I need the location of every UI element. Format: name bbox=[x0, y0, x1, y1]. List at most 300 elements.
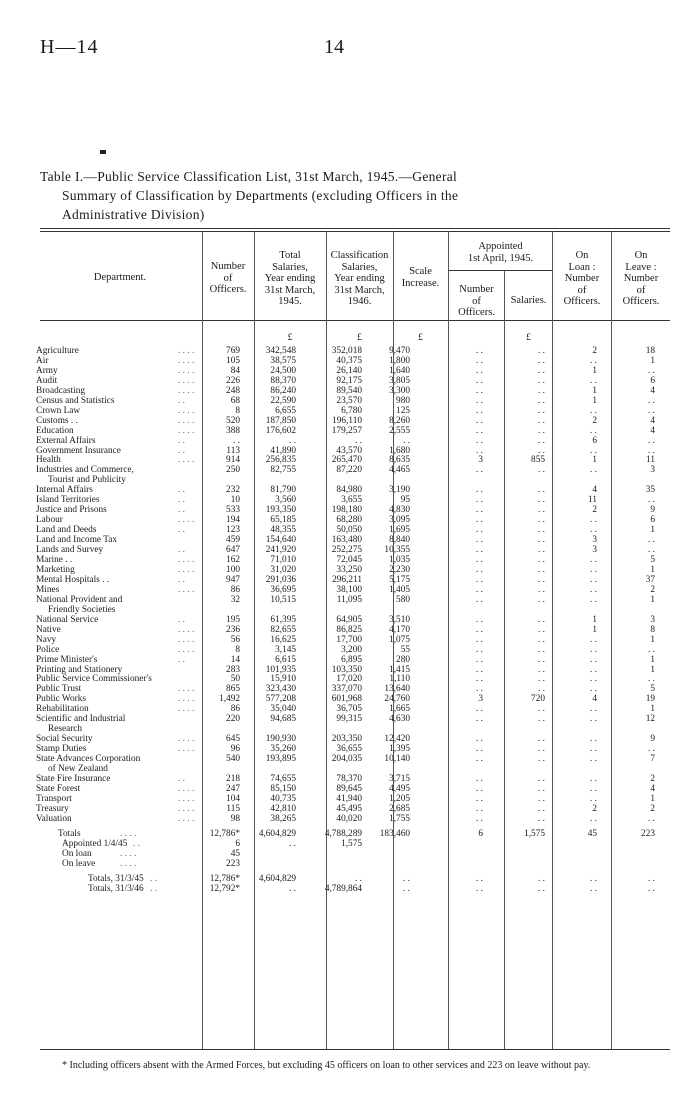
officers-cell: 247 bbox=[226, 783, 240, 794]
row-label: Appointed 1/4/45 bbox=[62, 838, 128, 849]
appointed-salaries-cell: . . bbox=[538, 754, 545, 765]
appointed-salaries-cell: . . bbox=[538, 644, 545, 655]
row-leader-dots: . . . . bbox=[178, 783, 195, 794]
appointed-number-cell: . . bbox=[476, 395, 483, 406]
total-salaries-cell: 22,590 bbox=[270, 395, 296, 406]
classification-salaries-cell: 36,655 bbox=[336, 744, 362, 755]
appointed-number-cell: . . bbox=[476, 365, 483, 376]
on-loan-cell: . . bbox=[590, 564, 597, 575]
total-salaries-cell: 71,010 bbox=[270, 555, 296, 566]
on-loan-cell: 6 bbox=[592, 435, 597, 446]
appointed-salaries-cell: . . bbox=[538, 594, 545, 605]
appointed-salaries-cell: . . bbox=[538, 564, 545, 575]
total-salaries-cell: . . bbox=[289, 435, 296, 446]
officers-cell: 12,792* bbox=[209, 883, 240, 894]
on-leave-cell: 1 bbox=[650, 564, 655, 575]
on-loan-cell: 2 bbox=[592, 346, 597, 356]
scale-increase-cell: 8,260 bbox=[389, 415, 410, 426]
row-leader-dots: . . . . bbox=[178, 744, 195, 755]
on-loan-cell: . . bbox=[590, 744, 597, 755]
classification-salaries-cell: 72,045 bbox=[336, 555, 362, 566]
on-leave-cell: 3 bbox=[650, 614, 655, 625]
appointed-number-cell: . . bbox=[476, 674, 483, 685]
on-loan-cell: 11 bbox=[588, 495, 597, 506]
row-leader-dots: . . bbox=[178, 773, 185, 784]
on-leave-cell: 2 bbox=[650, 803, 655, 814]
on-leave-cell: . . bbox=[648, 744, 655, 755]
appointed-salaries-cell: 1,575 bbox=[524, 828, 545, 839]
header-bottom-rule bbox=[40, 320, 670, 321]
appointed-number-cell: . . bbox=[476, 495, 483, 506]
on-leave-cell: 11 bbox=[646, 455, 655, 466]
on-loan-cell: . . bbox=[590, 594, 597, 605]
on-leave-cell: 6 bbox=[650, 375, 655, 386]
scale-increase-cell: 8,840 bbox=[389, 535, 410, 546]
on-leave-cell: . . bbox=[648, 813, 655, 824]
appointed-salaries-cell: 855 bbox=[531, 455, 545, 466]
officers-cell: 647 bbox=[226, 545, 240, 556]
classification-salaries-cell: 38,100 bbox=[336, 584, 362, 595]
unit-appointed-salaries: £ bbox=[526, 333, 531, 343]
row-leader-dots: . . . . bbox=[178, 644, 195, 655]
appointed-number-cell: . . bbox=[476, 465, 483, 476]
officers-cell: 220 bbox=[226, 714, 240, 725]
appointed-salaries-cell: . . bbox=[538, 405, 545, 416]
table-top-rule bbox=[40, 228, 670, 229]
on-leave-cell: . . bbox=[648, 873, 655, 884]
officers-cell: 162 bbox=[226, 555, 240, 566]
appointed-salaries-cell: . . bbox=[538, 873, 545, 884]
on-leave-cell: . . bbox=[648, 395, 655, 406]
row-leader-dots: . . . . bbox=[178, 385, 195, 396]
table-bottom-rule bbox=[40, 1049, 670, 1050]
row-leader-dots: . . bbox=[178, 545, 185, 556]
officers-cell: 50 bbox=[230, 674, 240, 685]
classification-salaries-cell: 40,375 bbox=[336, 355, 362, 366]
row-label: Industries and Commerce, bbox=[36, 465, 134, 476]
on-leave-cell: 1 bbox=[650, 793, 655, 804]
appointed-salaries-cell: . . bbox=[538, 714, 545, 725]
on-loan-cell: 2 bbox=[592, 415, 597, 426]
row-label: National Service bbox=[36, 614, 99, 625]
header-num-officers: Number of Officers. bbox=[209, 261, 247, 295]
row-label: Scientific and Industrial bbox=[36, 714, 126, 725]
row-leader-dots: . . . . bbox=[178, 813, 195, 824]
row-leader-dots: . . bbox=[150, 873, 157, 884]
appointed-salaries-cell: . . bbox=[538, 545, 545, 556]
on-loan-cell: . . bbox=[590, 584, 597, 595]
officers-cell: 8 bbox=[235, 644, 240, 655]
row-leader-dots: . . . . bbox=[178, 684, 195, 695]
officers-cell: 195 bbox=[226, 614, 240, 625]
total-salaries-cell: 40,735 bbox=[270, 793, 296, 804]
scale-increase-cell: 9,470 bbox=[389, 346, 410, 356]
officers-cell: . . bbox=[233, 435, 240, 446]
scale-increase-cell: 980 bbox=[396, 395, 410, 406]
on-leave-cell: . . bbox=[648, 674, 655, 685]
scale-increase-cell: 1,695 bbox=[389, 525, 410, 536]
appointed-salaries-cell: . . bbox=[538, 614, 545, 625]
appointed-salaries-cell: . . bbox=[538, 425, 545, 436]
on-leave-cell: 19 bbox=[645, 694, 655, 705]
table-row bbox=[0, 815, 700, 825]
scale-increase-cell: 3,300 bbox=[389, 385, 410, 396]
row-leader-dots: . . . . bbox=[178, 455, 195, 466]
row-leader-dots: . . . . bbox=[178, 624, 195, 635]
total-salaries-cell: 10,515 bbox=[270, 594, 296, 605]
row-leader-dots: . . bbox=[178, 654, 185, 665]
officers-cell: 388 bbox=[226, 425, 240, 436]
appointed-number-cell: 3 bbox=[478, 694, 483, 705]
row-leader-dots: . . . . bbox=[178, 634, 195, 645]
appointed-salaries-cell: . . bbox=[538, 883, 545, 894]
scale-increase-cell: 183,460 bbox=[379, 828, 410, 839]
appointed-number-cell: . . bbox=[476, 405, 483, 416]
officers-cell: 98 bbox=[230, 813, 240, 824]
on-loan-cell: 4 bbox=[592, 485, 597, 496]
scale-increase-cell: 3,805 bbox=[389, 375, 410, 386]
row-label: Tourist and Publicity bbox=[48, 475, 126, 486]
total-salaries-cell: 187,850 bbox=[265, 415, 296, 426]
appointed-number-cell: . . bbox=[476, 485, 483, 496]
scale-increase-cell: 1,205 bbox=[389, 793, 410, 804]
classification-salaries-cell: 45,495 bbox=[336, 803, 362, 814]
row-label: Land and Deeds bbox=[36, 525, 97, 536]
on-loan-cell: . . bbox=[590, 714, 597, 725]
row-label: Treasury bbox=[36, 803, 69, 814]
total-salaries-cell: 16,625 bbox=[270, 634, 296, 645]
header-on-loan: On Loan : Number of Officers. bbox=[563, 250, 601, 307]
on-leave-cell: 1 bbox=[650, 634, 655, 645]
on-loan-cell: . . bbox=[590, 644, 597, 655]
on-loan-cell: . . bbox=[590, 664, 597, 675]
appointed-number-cell: . . bbox=[476, 594, 483, 605]
classification-salaries-cell: 296,211 bbox=[332, 574, 362, 585]
appointed-number-cell: . . bbox=[476, 744, 483, 755]
appointed-number-cell: . . bbox=[476, 535, 483, 546]
appointed-salaries-cell: . . bbox=[538, 535, 545, 546]
appointed-salaries-cell: . . bbox=[538, 674, 545, 685]
officers-cell: 250 bbox=[226, 465, 240, 476]
appointed-number-cell: . . bbox=[476, 714, 483, 725]
appointed-number-cell: . . bbox=[476, 754, 483, 765]
table-title bbox=[40, 167, 670, 224]
total-salaries-cell: 176,602 bbox=[265, 425, 296, 436]
on-loan-cell: . . bbox=[590, 684, 597, 695]
header-total-salaries: Total Salaries, Year ending 31st March, 1945. bbox=[264, 250, 316, 307]
appointed-number-cell: . . bbox=[476, 435, 483, 446]
on-leave-cell: 1 bbox=[650, 355, 655, 366]
appointed-salaries-cell: . . bbox=[538, 744, 545, 755]
row-label: Public Works bbox=[36, 694, 86, 705]
appointed-number-cell: . . bbox=[476, 614, 483, 625]
on-loan-cell: . . bbox=[590, 883, 597, 894]
classification-salaries-cell: 17,700 bbox=[336, 634, 362, 645]
total-salaries-cell: 190,930 bbox=[265, 734, 296, 745]
on-leave-cell: 4 bbox=[650, 425, 655, 436]
on-loan-cell: 1 bbox=[592, 385, 597, 396]
total-salaries-cell: 65,185 bbox=[270, 515, 296, 526]
officers-cell: 12,786* bbox=[209, 873, 240, 884]
on-leave-cell: 37 bbox=[645, 574, 655, 585]
on-leave-cell: 18 bbox=[645, 346, 655, 356]
classification-salaries-cell: 43,570 bbox=[336, 445, 362, 456]
row-leader-dots: . . . . bbox=[178, 704, 195, 715]
appointed-number-cell: . . bbox=[476, 654, 483, 665]
row-leader-dots: . . . . bbox=[178, 425, 195, 436]
total-salaries-cell: 41,890 bbox=[270, 445, 296, 456]
on-leave-cell: 6 bbox=[650, 515, 655, 526]
scale-increase-cell: . . bbox=[403, 435, 410, 446]
classification-salaries-cell: 33,250 bbox=[336, 564, 362, 575]
appointed-salaries-cell: . . bbox=[538, 773, 545, 784]
on-leave-cell: 1 bbox=[650, 664, 655, 675]
classification-salaries-cell: 6,895 bbox=[341, 654, 362, 665]
classification-salaries-cell: 4,789,864 bbox=[324, 883, 362, 894]
classification-salaries-cell: 68,280 bbox=[336, 515, 362, 526]
officers-cell: 865 bbox=[226, 684, 240, 695]
row-label: Marine . . bbox=[36, 555, 73, 566]
row-label: Stamp Duties bbox=[36, 744, 87, 755]
scale-increase-cell: 2,230 bbox=[389, 564, 410, 575]
row-label: Social Security bbox=[36, 734, 93, 745]
appointed-number-cell: . . bbox=[476, 445, 483, 456]
officers-cell: 84 bbox=[230, 365, 240, 376]
scale-increase-cell: 1,395 bbox=[389, 744, 410, 755]
on-loan-cell: . . bbox=[590, 704, 597, 715]
header-on-leave: On Leave : Number of Officers. bbox=[622, 250, 660, 307]
row-leader-dots: . . bbox=[178, 485, 185, 496]
officers-cell: 914 bbox=[226, 455, 240, 466]
scale-increase-cell: 1,110 bbox=[389, 674, 410, 685]
header-appointed-salaries: Salaries. bbox=[510, 295, 547, 306]
total-salaries-cell: 61,395 bbox=[270, 614, 296, 625]
classification-salaries-cell: 84,980 bbox=[336, 485, 362, 496]
row-label: State Forest bbox=[36, 783, 81, 794]
appointed-salaries-cell: . . bbox=[538, 505, 545, 516]
classification-salaries-cell: 99,315 bbox=[336, 714, 362, 725]
classification-salaries-cell: 17,020 bbox=[336, 674, 362, 685]
classification-salaries-cell: 3,200 bbox=[341, 644, 362, 655]
total-salaries-cell: 42,810 bbox=[270, 803, 296, 814]
row-label: Totals, 31/3/45 bbox=[88, 873, 144, 884]
on-leave-cell: 35 bbox=[645, 485, 655, 496]
row-leader-dots: . . . . bbox=[178, 365, 195, 376]
header-scale-increase: Scale Increase. bbox=[401, 266, 440, 289]
appointed-number-cell: . . bbox=[476, 375, 483, 386]
appointed-salaries-cell: . . bbox=[538, 704, 545, 715]
row-leader-dots: . . bbox=[178, 395, 185, 406]
scale-increase-cell: 1,075 bbox=[389, 634, 410, 645]
classification-salaries-cell: 1,575 bbox=[341, 838, 362, 849]
on-leave-cell: . . bbox=[648, 495, 655, 506]
scale-increase-cell: 13,640 bbox=[384, 684, 410, 695]
officers-cell: 283 bbox=[226, 664, 240, 675]
scale-increase-cell: 55 bbox=[400, 644, 410, 655]
appointed-salaries-cell: . . bbox=[538, 793, 545, 804]
on-loan-cell: 3 bbox=[592, 535, 597, 546]
appointed-salaries-cell: . . bbox=[538, 346, 545, 356]
appointed-number-cell: . . bbox=[476, 525, 483, 536]
classification-salaries-cell: 50,050 bbox=[336, 525, 362, 536]
unit-total-salaries: £ bbox=[287, 333, 293, 343]
appointed-salaries-cell: . . bbox=[538, 395, 545, 406]
classification-salaries-cell: 78,370 bbox=[336, 773, 362, 784]
appointed-salaries-cell: . . bbox=[538, 375, 545, 386]
appointed-number-cell: . . bbox=[476, 803, 483, 814]
appointed-salaries-cell: . . bbox=[538, 783, 545, 794]
classification-salaries-cell: 204,035 bbox=[331, 754, 362, 765]
classification-salaries-cell: 4,788,289 bbox=[324, 828, 362, 839]
scale-increase-cell: 12,420 bbox=[384, 734, 410, 745]
row-label: State Fire Insurance bbox=[36, 773, 111, 784]
row-leader-dots: . . bbox=[133, 838, 140, 849]
row-label: Public Service Commissioner's bbox=[36, 674, 152, 685]
classification-salaries-cell: 86,825 bbox=[336, 624, 362, 635]
on-loan-cell: 3 bbox=[592, 545, 597, 556]
on-leave-cell: 2 bbox=[650, 773, 655, 784]
on-leave-cell: 4 bbox=[650, 415, 655, 426]
total-salaries-cell: 193,350 bbox=[265, 505, 296, 516]
scale-increase-cell: 1,415 bbox=[389, 664, 410, 675]
classification-salaries-cell: 41,940 bbox=[336, 793, 362, 804]
scale-increase-cell: . . bbox=[403, 873, 410, 884]
on-loan-cell: . . bbox=[590, 515, 597, 526]
on-leave-cell: 12 bbox=[645, 714, 655, 725]
row-label: Health bbox=[36, 455, 61, 466]
appointed-number-cell: . . bbox=[476, 883, 483, 894]
on-loan-cell: . . bbox=[590, 574, 597, 585]
table-title-line-2: Summary of Classification by Departments (excluding Officers in the bbox=[62, 188, 459, 203]
scale-increase-cell: 95 bbox=[400, 495, 410, 506]
officers-cell: 113 bbox=[226, 445, 240, 456]
classification-salaries-cell: 203,350 bbox=[331, 734, 362, 745]
appointed-salaries-cell: . . bbox=[538, 624, 545, 635]
on-loan-cell: 2 bbox=[592, 803, 597, 814]
classification-salaries-cell: 352,018 bbox=[331, 346, 362, 356]
on-loan-cell: 1 bbox=[592, 455, 597, 466]
classification-salaries-cell: 3,655 bbox=[341, 495, 362, 506]
scale-increase-cell: 2,685 bbox=[389, 803, 410, 814]
on-leave-cell: 1 bbox=[650, 594, 655, 605]
row-label: National Provident and bbox=[36, 594, 123, 605]
appointed-number-cell: . . bbox=[476, 385, 483, 396]
appointed-number-cell: . . bbox=[476, 355, 483, 366]
officers-cell: 218 bbox=[226, 773, 240, 784]
row-leader-dots: . . . . bbox=[178, 555, 195, 566]
appointed-number-cell: . . bbox=[476, 873, 483, 884]
row-label: Friendly Societies bbox=[48, 604, 116, 615]
classification-salaries-cell: 40,020 bbox=[336, 813, 362, 824]
classification-salaries-cell: 198,180 bbox=[331, 505, 362, 516]
total-salaries-cell: . . bbox=[289, 838, 296, 849]
total-salaries-cell: 38,575 bbox=[270, 355, 296, 366]
scale-increase-cell: 4,170 bbox=[389, 624, 410, 635]
total-salaries-cell: 15,910 bbox=[270, 674, 296, 685]
row-label: Justice and Prisons bbox=[36, 505, 107, 516]
row-label: Mines bbox=[36, 584, 60, 595]
table-row bbox=[0, 715, 700, 725]
scale-increase-cell: 5,175 bbox=[389, 574, 410, 585]
total-salaries-cell: 36,695 bbox=[270, 584, 296, 595]
on-leave-cell: 8 bbox=[650, 624, 655, 635]
officers-cell: 123 bbox=[226, 525, 240, 536]
officers-cell: 86 bbox=[230, 704, 240, 715]
appointed-number-cell: . . bbox=[476, 505, 483, 516]
total-salaries-cell: 256,835 bbox=[265, 455, 296, 466]
officers-cell: 100 bbox=[226, 564, 240, 575]
total-salaries-cell: 82,655 bbox=[270, 624, 296, 635]
total-salaries-cell: 74,655 bbox=[270, 773, 296, 784]
on-leave-cell: 1 bbox=[650, 525, 655, 536]
table-row bbox=[0, 850, 700, 860]
appointed-number-cell: . . bbox=[476, 545, 483, 556]
total-salaries-cell: 81,790 bbox=[270, 485, 296, 496]
officers-cell: 56 bbox=[230, 634, 240, 645]
total-salaries-cell: 35,260 bbox=[270, 744, 296, 755]
on-loan-cell: . . bbox=[590, 375, 597, 386]
row-label: Agriculture bbox=[36, 346, 79, 356]
officers-cell: 232 bbox=[226, 485, 240, 496]
on-loan-cell: . . bbox=[590, 734, 597, 745]
classification-salaries-cell: . . bbox=[355, 435, 362, 446]
on-leave-cell: . . bbox=[648, 545, 655, 556]
appointed-number-cell: 3 bbox=[478, 455, 483, 466]
scale-increase-cell: 8,635 bbox=[389, 455, 410, 466]
total-salaries-cell: 323,430 bbox=[265, 684, 296, 695]
row-leader-dots: . . . . bbox=[178, 355, 195, 366]
scale-increase-cell: 4,630 bbox=[389, 714, 410, 725]
table-row bbox=[0, 885, 700, 895]
appointed-salaries-cell: . . bbox=[538, 495, 545, 506]
on-loan-cell: . . bbox=[590, 773, 597, 784]
scale-increase-cell: 1,680 bbox=[389, 445, 410, 456]
on-leave-cell: . . bbox=[648, 445, 655, 456]
total-salaries-cell: 241,920 bbox=[265, 545, 296, 556]
classification-salaries-cell: 26,140 bbox=[336, 365, 362, 376]
row-label: External Affairs bbox=[36, 435, 96, 446]
row-label: Native bbox=[36, 624, 61, 635]
on-leave-cell: . . bbox=[648, 365, 655, 376]
scale-increase-cell: 580 bbox=[396, 594, 410, 605]
row-label: Air bbox=[36, 355, 49, 366]
scale-increase-cell: 4,830 bbox=[389, 505, 410, 516]
appointed-salaries-cell: . . bbox=[538, 684, 545, 695]
on-leave-cell: . . bbox=[648, 405, 655, 416]
appointed-number-cell: . . bbox=[476, 634, 483, 645]
officers-cell: 1,492 bbox=[219, 694, 240, 705]
unit-class-salaries: £ bbox=[357, 333, 362, 343]
row-label: State Advances Corporation bbox=[36, 754, 141, 765]
row-label: Broadcasting bbox=[36, 385, 86, 396]
on-leave-cell: 223 bbox=[641, 828, 655, 839]
on-leave-cell: 1 bbox=[650, 654, 655, 665]
on-loan-cell: . . bbox=[590, 355, 597, 366]
on-leave-cell: 2 bbox=[650, 584, 655, 595]
appointed-salaries-cell: . . bbox=[538, 385, 545, 396]
scale-increase-cell: 1,755 bbox=[389, 813, 410, 824]
on-leave-cell: 3 bbox=[650, 465, 655, 476]
appointed-number-cell: 6 bbox=[478, 828, 483, 839]
total-salaries-cell: 3,560 bbox=[275, 495, 296, 506]
row-label: Public Trust bbox=[36, 684, 82, 695]
row-label: Internal Affairs bbox=[36, 485, 93, 496]
on-loan-cell: . . bbox=[590, 465, 597, 476]
officers-cell: 12,786* bbox=[209, 828, 240, 839]
on-loan-cell: 4 bbox=[592, 694, 597, 705]
appointed-number-cell: . . bbox=[476, 425, 483, 436]
appointed-salaries-cell: . . bbox=[538, 734, 545, 745]
